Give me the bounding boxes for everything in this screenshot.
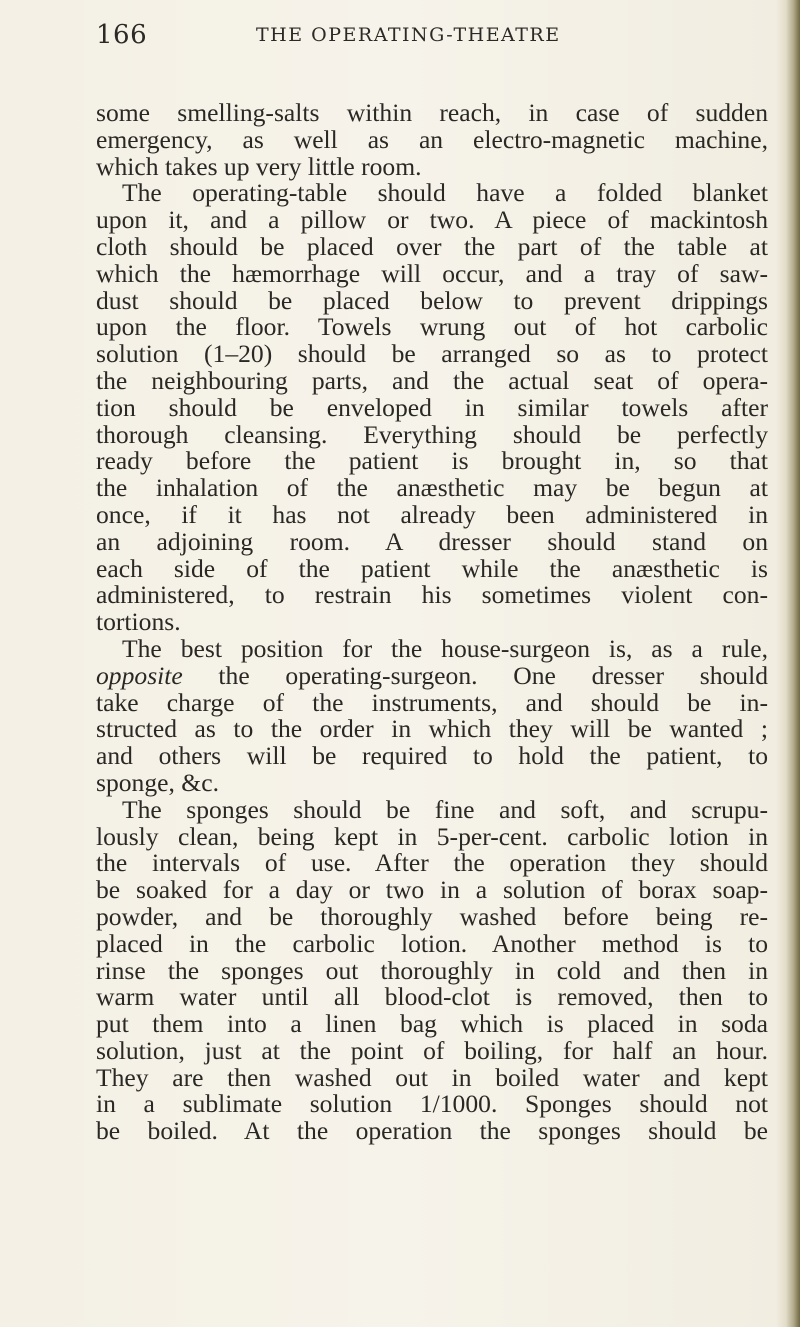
text-line: an adjoining room. A dresser should stand on	[96, 526, 768, 556]
text-line: The sponges should be fine and soft, and scrupu-	[122, 794, 768, 824]
text-line: be boiled. At the operation the sponges should be	[96, 1116, 768, 1146]
text-line: tortions.	[96, 607, 181, 637]
text-line: upon the floor. Towels wrung out of hot carbolic	[96, 312, 768, 342]
text-line: sponge, &c.	[96, 767, 219, 797]
text-line: the neighbouring parts, and the actual seat of opera-	[96, 365, 768, 395]
text-line: be soaked for a day or two in a solution of borax soap-	[96, 875, 768, 905]
text-line: which the hæmorrhage will occur, and a tray of saw-	[96, 258, 768, 288]
text-line: rinse the sponges out thoroughly in cold and then in	[96, 955, 768, 985]
text-line: ready before the patient is brought in, so that	[96, 446, 768, 476]
text-line: structed as to the order in which they will be wanted ;	[96, 714, 768, 744]
text-line: The operating-table should have a folded blanket	[122, 178, 768, 208]
text-line: The best position for the house-surgeon is, as a rule,	[122, 633, 768, 663]
text-line: solution (1–20) should be arranged so as to protect	[96, 339, 768, 369]
text-line: emergency, as well as an electro-magnetic machine,	[96, 124, 768, 154]
text-line: thorough cleansing. Everything should be perfectly	[96, 419, 768, 449]
text-line: the inhalation of the anæsthetic may be begun at	[96, 473, 768, 503]
text-line: administered, to restrain his sometimes violent con-	[96, 580, 768, 610]
emphasized-word: opposite	[96, 660, 183, 690]
page-header	[96, 20, 776, 60]
page-edge-shadow	[786, 0, 800, 1327]
text-line: the intervals of use. After the operation they should	[96, 848, 768, 878]
page-number: 166	[96, 20, 148, 50]
text-line: dust should be placed below to prevent drippings	[96, 285, 768, 315]
text-line: which takes up very little room.	[96, 151, 422, 181]
text-line: lously clean, being kept in 5-per-cent. carbolic lotion in	[96, 821, 768, 851]
text-line: powder, and be thoroughly washed before being re-	[96, 901, 768, 931]
text-line: They are then washed out in boiled water and kept	[96, 1062, 768, 1092]
text-line: each side of the patient while the anæsthetic is	[96, 553, 768, 583]
text-line: and others will be required to hold the patient, to	[96, 741, 768, 771]
text-line: solution, just at the point of boiling, for half an hour.	[96, 1035, 768, 1065]
body-text	[96, 100, 768, 1145]
text-line: tion should be enveloped in similar towels after	[96, 392, 768, 422]
text-line: warm water until all blood-clot is removed, then to	[96, 982, 768, 1012]
text-line: cloth should be placed over the part of the table at	[96, 231, 768, 261]
text-line: take charge of the instruments, and should be in-	[96, 687, 768, 717]
text-line: once, if it has not already been administered in	[96, 499, 768, 529]
text-line: placed in the carbolic lotion. Another method is to	[96, 928, 768, 958]
text-line: opposite the operating-surgeon. One dresser should	[96, 660, 768, 690]
text-line: put them into a linen bag which is placed in soda	[96, 1009, 768, 1039]
running-title: THE OPERATING-THEATRE	[256, 24, 561, 46]
text-line: upon it, and a pillow or two. A piece of mackintosh	[96, 205, 768, 235]
text-line: some smelling-salts within reach, in case of sudden	[96, 98, 768, 127]
text-line: in a sublimate solution 1/1000. Sponges should not	[96, 1089, 768, 1119]
